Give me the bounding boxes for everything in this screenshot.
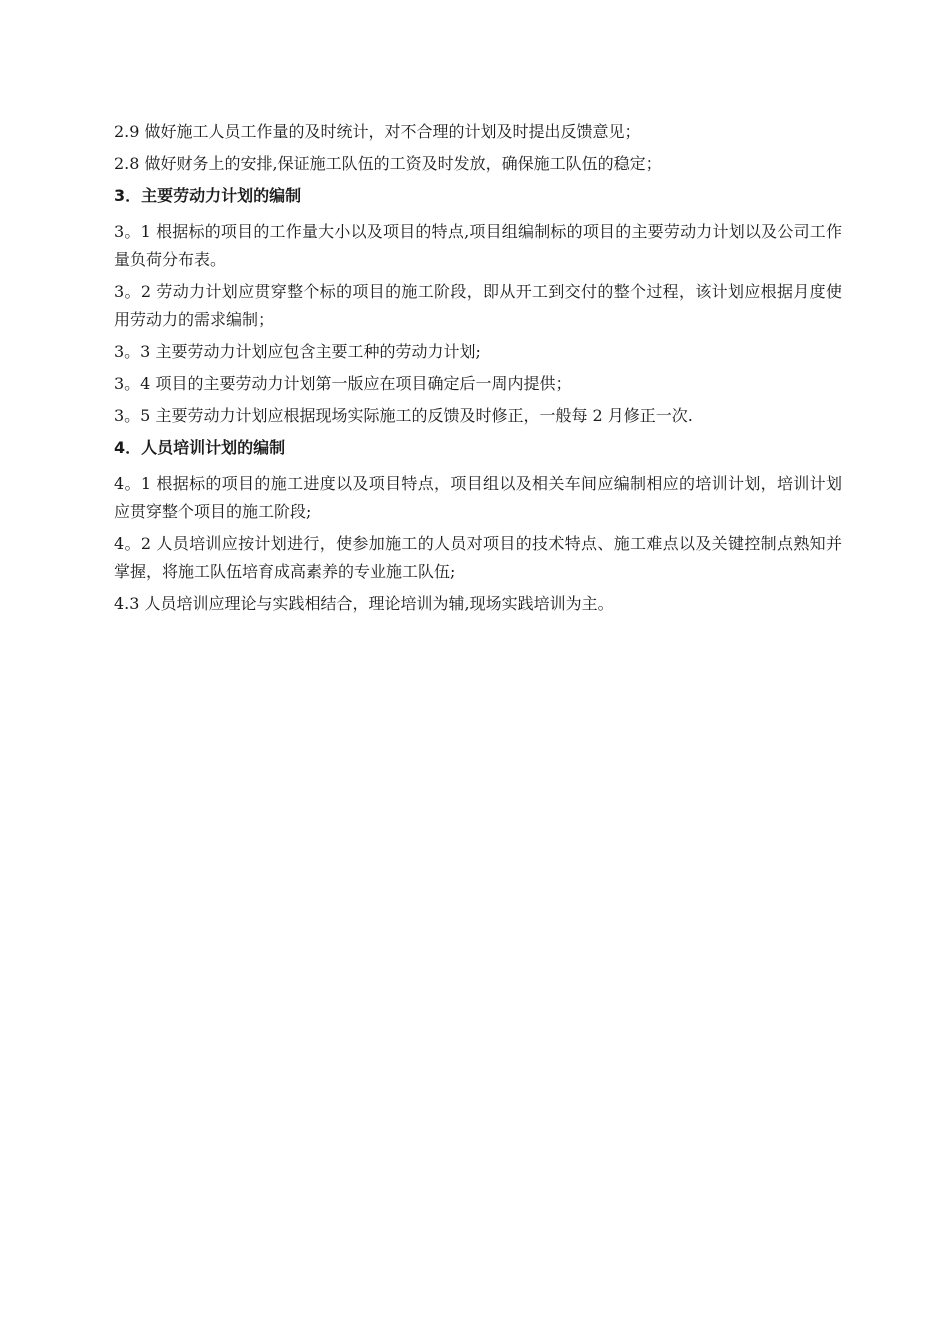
paragraph-3-1: 3。1 根据标的项目的工作量大小以及项目的特点,项目组编制标的项目的主要劳动力计划以及公司工作量负荷分布表。 xyxy=(114,222,842,269)
paragraph-4-1: 4。1 根据标的项目的施工进度以及项目特点，项目组以及相关车间应编制相应的培训计划，培训计划应贯穿整个项目的施工阶段; xyxy=(114,474,842,521)
paragraph-3-4: 3。4 项目的主要劳动力计划第一版应在项目确定后一周内提供； xyxy=(114,374,572,393)
document-page xyxy=(114,118,842,622)
paragraph-3-3: 3。3 主要劳动力计划应包含主要工种的劳动力计划; xyxy=(114,342,481,361)
paragraph-2-9: 2.9 做好施工人员工作量的及时统计，对不合理的计划及时提出反馈意见； xyxy=(114,122,641,141)
paragraph-4-3: 4.3 人员培训应理论与实践相结合，理论培训为辅,现场实践培训为主。 xyxy=(114,594,614,613)
section-4-heading: 4．人员培训计划的编制 xyxy=(114,438,286,457)
section-3-heading: 3．主要劳动力计划的编制 xyxy=(114,186,302,205)
paragraph-2-8: 2.8 做好财务上的安排,保证施工队伍的工资及时发放，确保施工队伍的稳定； xyxy=(114,154,662,173)
paragraph-3-2: 3。2 劳动力计划应贯穿整个标的项目的施工阶段，即从开工到交付的整个过程，该计划应根据月度使用劳动力的需求编制； xyxy=(114,282,842,329)
paragraph-4-2: 4。2 人员培训应按计划进行，使参加施工的人员对项目的技术特点、施工难点以及关键控制点熟知并掌握，将施工队伍培育成高素养的专业施工队伍; xyxy=(114,534,842,581)
paragraph-3-5: 3。5 主要劳动力计划应根据现场实际施工的反馈及时修正，一般每 2 月修正一次. xyxy=(114,406,693,425)
